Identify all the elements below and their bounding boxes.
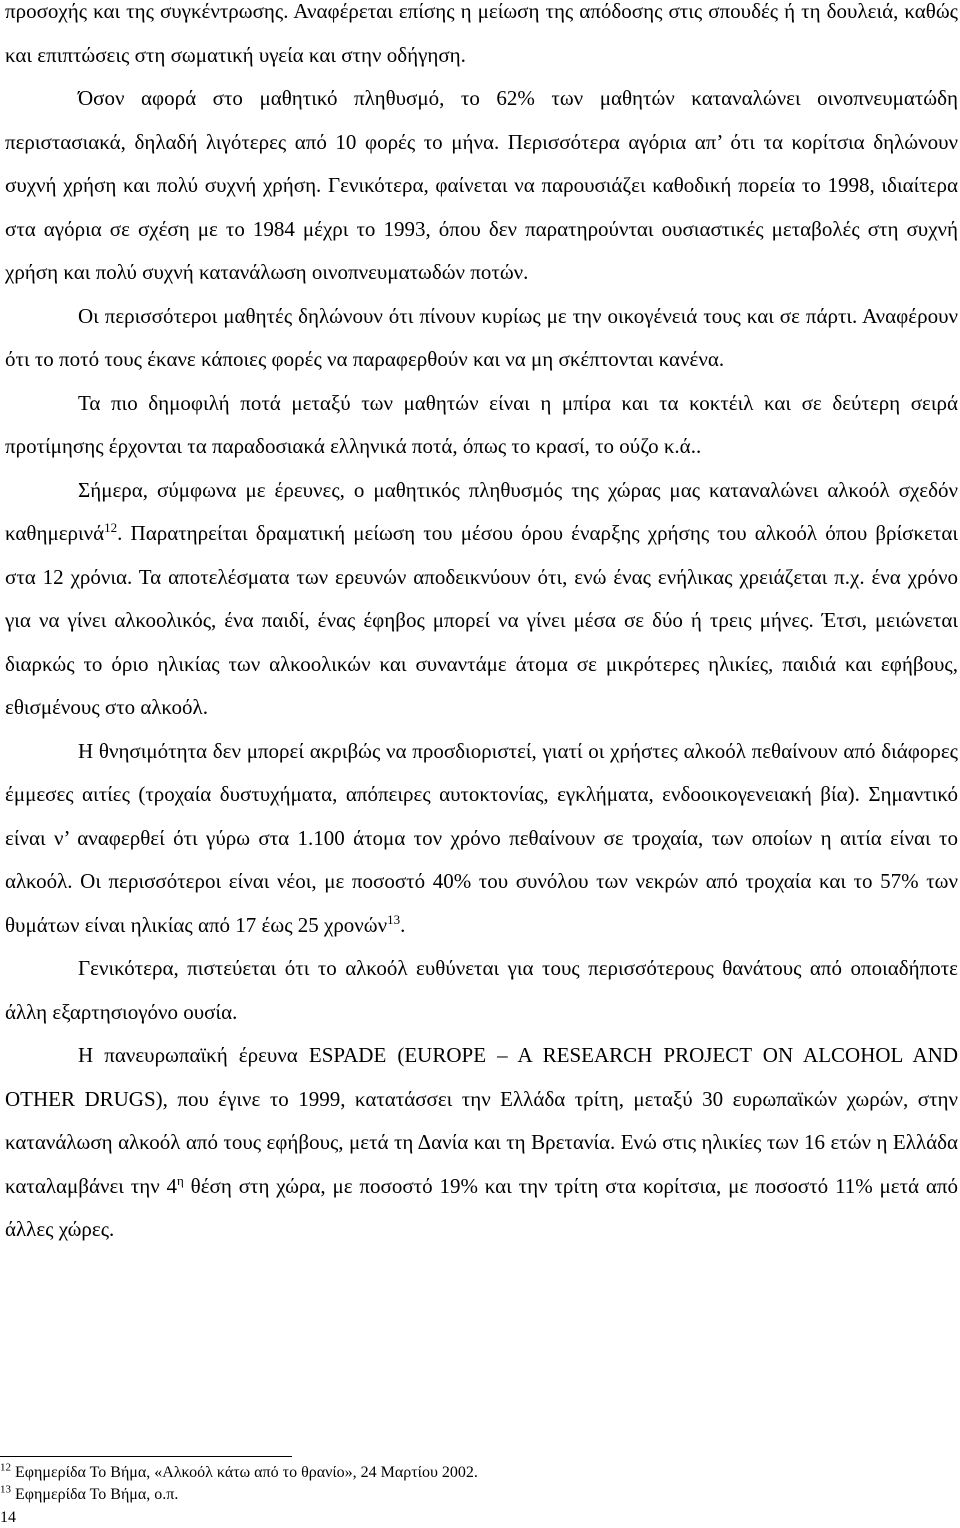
footnote-text: Εφημερίδα Το Βήμα, ο.π. [11,1486,179,1503]
footnote-mark: 13 [0,1483,11,1496]
paragraph-text: Οι περισσότεροι μαθητές δηλώνουν ότι πίνουν κυρίως με την οικογένειά τους και σε πάρτι. Αναφέρουν ότι το ποτό τους έκανε κάποιες φορές να παραφερθούν και να μη σκέπτονται κανένα. [5,303,958,371]
body-text [5,0,958,1252]
footnotes [0,1462,953,1506]
paragraph [5,0,958,77]
page-number: 14 [0,1509,16,1526]
paragraph-text: Η θνησιμότητα δεν μπορεί ακριβώς να προσδιοριστεί, γιατί οι χρήστες αλκοόλ πεθαίνουν από διάφορες έμμεσες αιτίες (τροχαία δυστυχήματα, απόπειρες αυτοκτονίας, εγκλήματα, ενδοοικογενειακή βία). Σημαντικό είναι ν’ αναφερθεί ότι γύρω στα 1.100 άτομα τον χρόνο πεθαίνουν σε τροχαία, των οποίων η αιτία είναι το αλκοόλ. Οι περισσότεροι είναι νέοι, με ποσοστό 40% του συνόλου των νεκρών από τροχαία και το 57% των θυμάτων είναι ηλικίας από 17 έως 25 χρονών [5,738,958,937]
paragraph [5,382,958,469]
paragraph [5,469,958,730]
paragraph-text: . [400,912,406,937]
footnote [0,1484,953,1506]
paragraph-text: Σήμερα, σύμφωνα με έρευνες, ο μαθητικός πληθυσμός της χώρας μας καταναλώνει αλκοόλ σχεδόν καθημερινά [5,477,958,545]
footnote-text: Εφημερίδα Το Βήμα, «Αλκοόλ κάτω από το θρανίο», 24 Μαρτίου 2002. [11,1464,478,1481]
footnote-reference: 12 [104,520,118,535]
footnote-reference: 13 [387,911,401,927]
document-page [5,0,958,1252]
paragraph [5,947,958,1034]
footnote-divider [0,1456,292,1457]
paragraph-text: Η πανευρωπαϊκή έρευνα ESPADE (EUROPE – A RESEARCH PROJECT ON ALCOHOL AND OTHER DRUGS), που έγινε το 1999, κατατάσσει την Ελλάδα τρίτη, μεταξύ 30 ευρωπαϊκών χωρών, στην κατανάλωση αλκοόλ από τους εφήβους, μετά τη Δανία και τη Βρετανία. Ενώ στις ηλικίες των 16 ετών η Ελλάδα καταλαμβάνει την 4 [5,1043,958,1198]
paragraph-text: . Παρατηρείται δραματική μείωση του μέσου όρου έναρξης χρήσης του αλκοόλ όπου βρίσκεται στα 12 χρόνια. Τα αποτελέσματα των ερευνών αποδεικνύουν ότι, ενώ ένας ενήλικας χρειάζεται π.χ. ένα χρόνο για να γίνει αλκοολικός, ένα παιδί, ένας έφηβος μπορεί να γίνει μέσα σε δύο ή τρεις μήνες. Έτσι, μειώνεται διαρκώς το όριο ηλικίας των αλκοολικών και συναντάμε άτομα σε μικρότερες ηλικίες, παιδιά και εφήβους, εθισμένους στο αλκοόλ. [5,521,958,719]
paragraph-text: θέση στη χώρα, με ποσοστό 19% και την τρίτη στα κορίτσια, με ποσοστό 11% μετά από άλλες χώρες. [5,1173,959,1241]
paragraph-text: Όσον αφορά στο μαθητικό πληθυσμό, το 62% των μαθητών καταναλώνει οινοπνευματώδη περιστασιακά, δηλαδή λιγότερες από 10 φορές το μήνα. Περισσότερα αγόρια απ’ ότι τα κορίτσια δηλώνουν συχνή χρήση και πολύ συχνή χρήση. Γενικότερα, φαίνεται να παρουσιάζει καθοδική πορεία το 1998, ιδιαίτερα στα αγόρια σε σχέση με το 1984 μέχρι το 1993, όπου δεν παρατηρούνται ουσιαστικές μεταβολές στη συχνή χρήση και πολύ συχνή κατανάλωση οινοπνευματωδών ποτών. [5,86,958,284]
footnote-mark: 12 [0,1461,11,1474]
paragraph [5,77,958,295]
paragraph-text: Τα πιο δημοφιλή ποτά μεταξύ των μαθητών είναι η μπίρα και τα κοκτέιλ και σε δεύτερη σειρά προτίμησης έρχονται τα παραδοσιακά ελληνικά ποτά, όπως το κρασί, το ούζο κ.ά.. [5,390,958,458]
footnote [0,1462,953,1484]
paragraph [5,295,958,382]
paragraph-text: προσοχής και της συγκέντρωσης. Αναφέρεται επίσης η μείωση της απόδοσης στις σπουδές ή τη δουλειά, καθώς και επιπτώσεις στη σωματική υγεία και στην οδήγηση. [5,0,958,67]
paragraph-text: Γενικότερα, πιστεύεται ότι το αλκοόλ ευθύνεται για τους περισσότερους θανάτους από οποιαδήποτε άλλη εξαρτησιογόνο ουσία. [5,956,958,1024]
paragraph [5,1034,958,1252]
paragraph [5,730,958,948]
footnote-reference: η [177,1172,184,1188]
